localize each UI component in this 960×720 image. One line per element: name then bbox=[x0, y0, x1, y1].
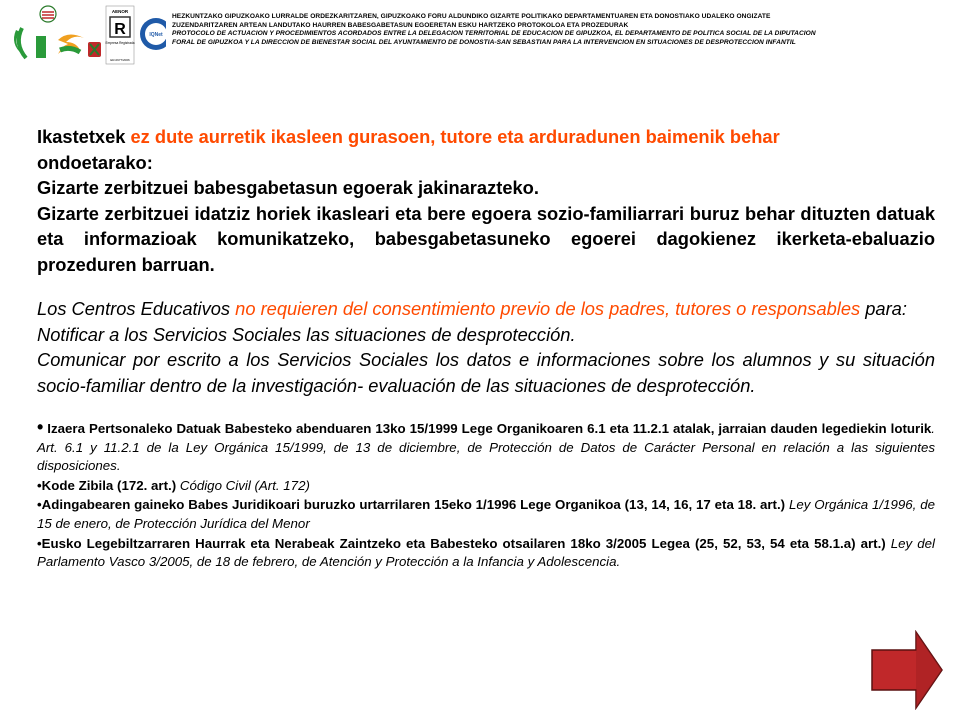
arrow-right-icon[interactable] bbox=[870, 630, 946, 710]
header-line: PROTOCOLO DE ACTUACIÓN Y PROCEDIMIENTOS ACORDADOS ENTRE LA DELEGACIÓN TERRITORIAL DE EDUCACIÓN DE GIPUZKOA, EL DEPARTAMENTO DE POLÍTICA SOCIAL DE LA DIPUTACIÓN bbox=[172, 30, 816, 38]
reference-basque: Adingabearen gaineko Babes Juridikoari buruzko urtarrilaren 15eko 1/1996 Lege Organikoa (13, 14, 16, 17 eta 18. art.) bbox=[41, 497, 786, 513]
header-line: HEZKUNTZAKO GIPUZKOAKO LURRALDE ORDEZKARITZAREN, GIPUZKOAKO FORU ALDUNDIKO GIZARTE POLITIKAKO DEPARTAMENTUAREN ETA DONOSTIAKO UDALEKO ONGIZATE bbox=[172, 13, 771, 20]
bullet-icon: • bbox=[37, 535, 42, 551]
bullet-icon: • bbox=[37, 497, 42, 513]
logos-graphic bbox=[8, 4, 166, 66]
reference-item bbox=[37, 418, 935, 476]
spanish-subject: Los Centros Educativos bbox=[37, 298, 236, 319]
basque-intro-end: ondoetarako: bbox=[37, 151, 153, 173]
svg-text:R: R bbox=[114, 21, 126, 38]
basque-highlight: ez dute aurretik ikasleen gurasoen, tutore eta arduradunen baimenik behar bbox=[130, 126, 780, 147]
bullet-icon: • bbox=[37, 477, 42, 493]
die-logo bbox=[14, 6, 84, 58]
basque-point-2: Gizarte zerbitzuei idatziz horiek ikasleari eta bere egoera sozio-familiarrari buruz behar dituzten datuak eta informazioak komunikatzeko, babesgabetasuneko egoerei dagokienez ikerketa-ebaluazio prozeduren barruan. bbox=[37, 202, 935, 275]
reference-basque: Izaera Pertsonaleko Datuak Babesteko abenduaren 13ko 15/1999 Lege Organikoaren 6.1 eta 11.2.1 atalak, jarraian dauden legediekin loturik bbox=[43, 421, 932, 436]
spanish-point-1: Notificar a los Servicios Sociales las situaciones de desprotección. bbox=[37, 323, 576, 345]
basque-emblem-icon bbox=[88, 42, 101, 57]
page-header bbox=[0, 0, 960, 72]
bullet-icon: • bbox=[37, 417, 44, 437]
legal-references bbox=[37, 418, 935, 572]
reference-item bbox=[37, 496, 935, 533]
reference-item bbox=[37, 535, 935, 572]
reference-spanish: Ley Orgánica 1/1996, de 15 de enero, de Protección Jurídica del Menor bbox=[37, 497, 936, 531]
header-line: ZUZENDARITZAREN ARTEAN LANDUTAKO HAURREN BABESGABETASUN EGOERETAN ESKU HARTZEKO PROTOKOLOA ETA PROZEDURAK bbox=[172, 21, 629, 29]
reference-spanish: . Art. 6.1 y 11.2.1 de la Ley Orgánica 15/1999, de 13 de diciembre, de Protección de Datos de Carácter Personal en relación a las siguientes disposiciones. bbox=[37, 421, 935, 474]
svg-text:Empresa Registrada: Empresa Registrada bbox=[105, 41, 135, 45]
reference-item bbox=[37, 477, 935, 496]
reference-spanish: Ley del Parlamento Vasco 3/2005, de 18 de febrero, de Atención y Protección a la Infancia y Adolescencia. bbox=[37, 535, 935, 570]
aenor-logo bbox=[105, 6, 134, 64]
next-slide-button[interactable] bbox=[870, 630, 946, 710]
basque-point-1: Gizarte zerbitzuei babesgabetasun egoerak jakinarazteko. bbox=[37, 177, 539, 198]
spanish-highlight: no requieren del consentimiento previo de los padres, tutores o responsables bbox=[235, 298, 861, 319]
spanish-intro bbox=[37, 296, 935, 322]
basque-intro bbox=[37, 124, 935, 175]
logo-group bbox=[8, 4, 166, 66]
spanish-intro-end: para: bbox=[860, 298, 907, 319]
main-content bbox=[37, 124, 935, 573]
basque-subject: Ikastetxek bbox=[37, 126, 131, 147]
svg-text:IQNet: IQNet bbox=[149, 32, 163, 38]
svg-text:ER-0977/2006: ER-0977/2006 bbox=[110, 58, 130, 62]
reference-basque: Kode Zibila (172. art.) bbox=[41, 477, 177, 493]
spanish-point-2: Comunicar por escrito a los Servicios Sociales los datos e informaciones sobre los alumnos y su situación socio-familiar dentro de la investigación- evaluación de las situaciones de desprotección. bbox=[37, 349, 935, 396]
iqnet-logo bbox=[140, 18, 166, 50]
header-line: FORAL DE GIPUZKOA Y LA DIRECCIÓN DE BIENESTAR SOCIAL DEL AYUNTAMIENTO DE DONOSTIA-SAN SEBASTIÁN PARA LA INTERVENCIÓN EN SITUACIONES DE DESPROTECCIÓN INFANTIL bbox=[172, 38, 796, 46]
header-title bbox=[172, 13, 950, 47]
reference-basque: Eusko Legebiltzarraren Haurrak eta Nerabeak Zaintzeko eta Babesteko otsailaren 18ko 3/2005 Legea (25, 52, 53, 54 eta 58.1.a) art.) bbox=[41, 535, 886, 551]
reference-spanish: Código Civil (Art. 172) bbox=[176, 477, 310, 493]
svg-text:AENOR: AENOR bbox=[111, 9, 129, 14]
